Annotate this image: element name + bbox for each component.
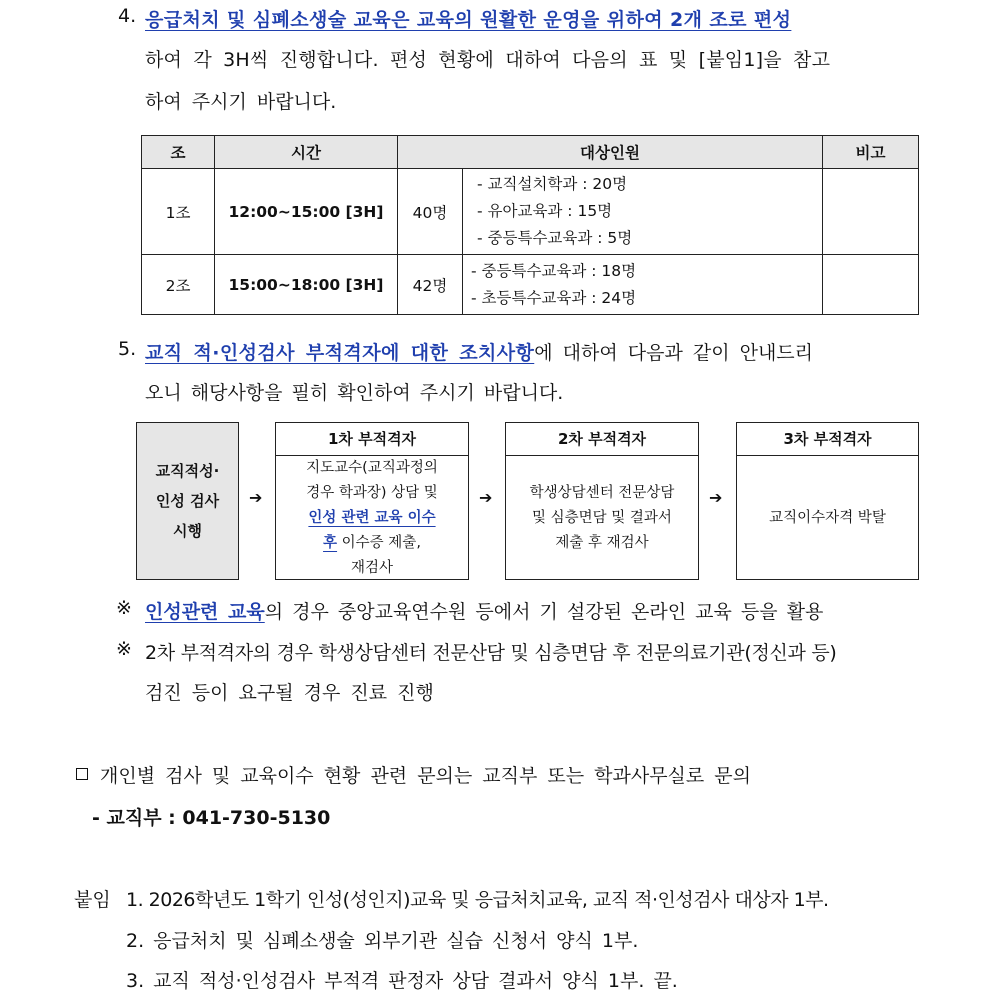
item4-line2: 하여 각 3H씩 진행합니다. 편성 현황에 대하여 다음의 표 및 [붙임1]을 참고 (145, 49, 831, 71)
count-cell: 40명 (398, 169, 463, 255)
contact-text: 개인별 검사 및 교육이수 현황 관련 문의는 교직부 또는 학과사무실로 문의 (100, 765, 752, 787)
item5-rest: 에 대하여 다음과 같이 안내드리 (534, 342, 814, 364)
flow-step1-highlight-end: 후 (323, 534, 338, 551)
flow-step1-box (275, 422, 469, 580)
target-list (463, 255, 823, 315)
table-row (142, 255, 919, 315)
contact-phone: - 교직부 : 041-730-5130 (92, 807, 331, 829)
target-item: - 초등특수교육과 : 24명 (471, 288, 637, 307)
flow-step3-title: 3차 부적격자 (737, 423, 918, 456)
flow-step2-line: 학생상담센터 전문상담 (529, 484, 675, 501)
flow-arrow-icon: ➔ (249, 488, 263, 507)
attachment-item: 2. 응급처치 및 심폐소생술 외부기관 실습 신청서 양식 1부. (126, 930, 639, 952)
group-cell: 2조 (142, 255, 215, 315)
note2: 2차 부적격자의 경우 학생상담센터 전문산담 및 심층면담 후 전문의료기관(정신과 등) (145, 642, 837, 664)
flow-step3-box (736, 422, 919, 580)
item4-number: 4. (118, 5, 137, 27)
flow-arrow-icon: ➔ (479, 488, 493, 507)
target-list (463, 169, 823, 255)
flow-step2-line: 제출 후 재검사 (555, 534, 649, 551)
flow-start-line: 인성 검사 (155, 492, 220, 510)
group-cell: 1조 (142, 169, 215, 255)
flow-step1-line: 지도교수(교직과정의 (306, 459, 438, 476)
time-cell: 15:00~18:00 [3H] (215, 255, 398, 315)
col-group-header: 조 (142, 136, 215, 169)
col-target-header: 대상인원 (398, 136, 823, 169)
flow-start-line: 시행 (173, 522, 202, 540)
flow-step2-line: 및 심층면담 및 결과서 (532, 509, 672, 526)
col-time-header: 시간 (215, 136, 398, 169)
target-item: - 교직설치학과 : 20명 (477, 175, 628, 193)
item4-highlight: 응급처치 및 심폐소생술 교육은 교육의 원활한 운영을 위하여 2개 조로 편성 (145, 9, 792, 31)
flow-step1-highlight: 인성 관련 교육 이수 (308, 509, 436, 526)
note-cell (823, 169, 919, 255)
col-note-header: 비고 (823, 136, 919, 169)
note1 (145, 597, 823, 624)
table-header-row (142, 136, 919, 169)
note1-highlight: 인성관련 교육 (145, 601, 265, 623)
flow-step1-line: 경우 학과장) 상담 및 (306, 484, 438, 501)
note2-cont: 검진 등이 요구될 경우 진료 진행 (145, 682, 434, 704)
flow-step1-line: 이수증 제출, (337, 534, 421, 551)
flow-step1-title: 1차 부적격자 (276, 423, 468, 456)
flow-arrow-icon: ➔ (709, 488, 723, 507)
table-row (142, 169, 919, 255)
item5-highlight: 교직 적·인성검사 부적격자에 대한 조치사항 (145, 342, 535, 364)
flow-step2-box (505, 422, 699, 580)
checkbox-icon (76, 768, 88, 780)
flow-start-line: 교직적성· (155, 462, 220, 480)
flow-step2-title: 2차 부적격자 (506, 423, 698, 456)
item5-line1 (145, 338, 813, 365)
note-cell (823, 255, 919, 315)
count-cell: 42명 (398, 255, 463, 315)
group-table (141, 135, 919, 315)
attachments-label: 붙임 (74, 889, 111, 911)
target-item: - 유아교육과 : 15명 (477, 202, 613, 220)
time-cell: 12:00~15:00 [3H] (215, 169, 398, 255)
attachment-item: 1. 2026학년도 1학기 인성(성인지)교육 및 응급처치교육, 교직 적·인성검사 대상자 1부. (126, 889, 829, 911)
item5-number: 5. (118, 338, 137, 360)
target-item: - 중등특수교육과 : 18명 (471, 261, 637, 280)
flow-step1-line: 재검사 (350, 559, 393, 576)
note1-rest: 의 경우 중앙교육연수원 등에서 기 설강된 온라인 교육 등을 활용 (264, 601, 824, 623)
note-mark: ※ (116, 638, 132, 660)
target-item: - 중등특수교육과 : 5명 (477, 229, 633, 247)
item4-line3: 하여 주시기 바랍니다. (145, 91, 337, 113)
note-mark: ※ (116, 597, 132, 619)
attachment-item: 3. 교직 적성·인성검사 부적격 판정자 상담 결과서 양식 1부. 끝. (126, 970, 678, 992)
item5-line2: 오니 해당사항을 필히 확인하여 주시기 바랍니다. (145, 382, 564, 404)
flow-start-box (136, 422, 239, 580)
flow-step3-line: 교직이수자격 박탈 (769, 509, 886, 526)
